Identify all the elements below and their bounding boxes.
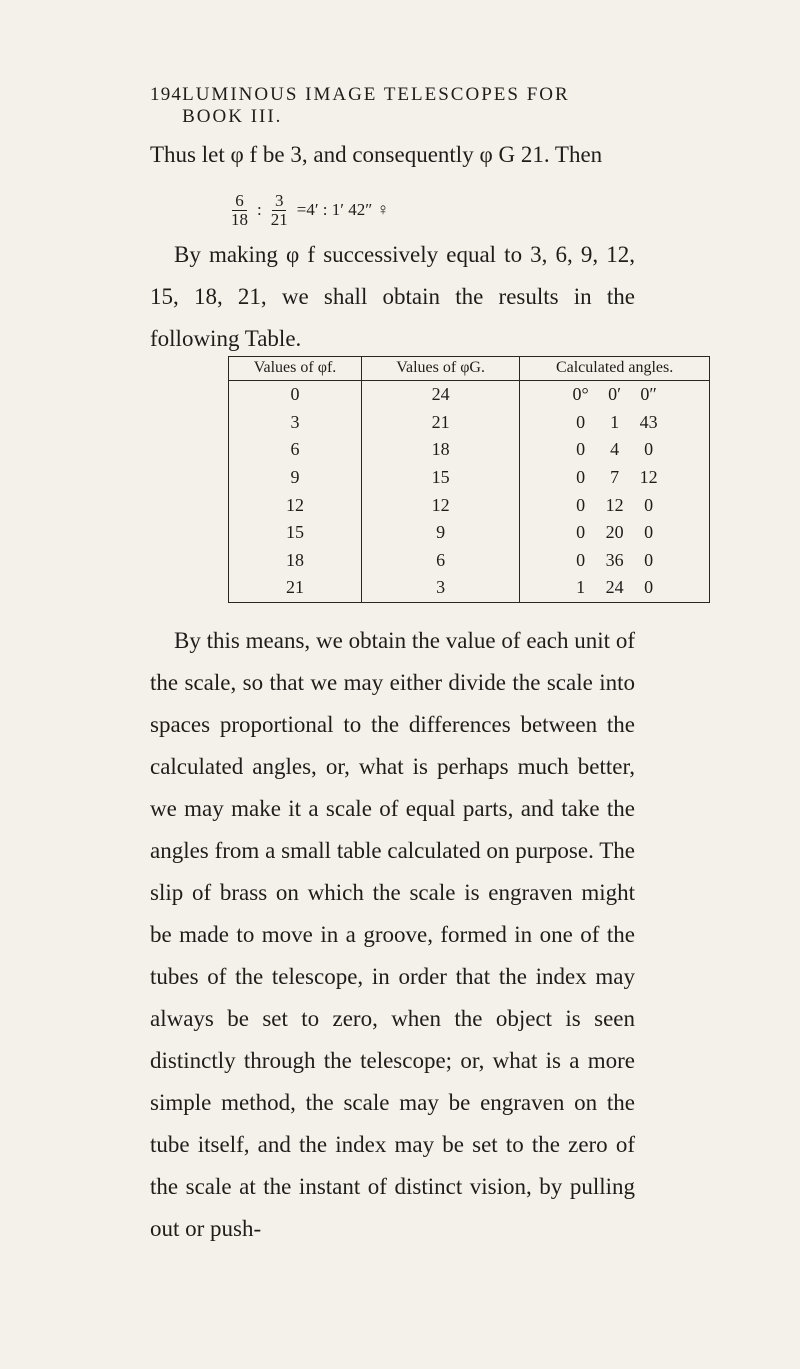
cell-phi-g: 18 — [361, 436, 519, 464]
angle-degrees: 0 — [576, 549, 586, 570]
cell-phi-g: 3 — [361, 574, 519, 602]
angle-parts — [571, 522, 659, 543]
cell-angle — [520, 381, 710, 409]
cell-angle — [520, 491, 710, 519]
fraction-1-denominator: 18 — [231, 209, 248, 229]
angle-degrees: 0 — [576, 439, 586, 460]
table-row — [229, 574, 710, 602]
ratio-formula — [228, 185, 389, 235]
angle-minutes: 12 — [605, 494, 624, 515]
header-values-phi-g: Values of φG. — [361, 357, 519, 381]
angle-parts — [571, 439, 659, 460]
table-body — [229, 381, 710, 603]
angle-minutes: 24 — [605, 577, 624, 598]
cell-angle — [520, 519, 710, 547]
table-row — [229, 464, 710, 492]
cell-phi-f: 21 — [229, 574, 362, 602]
table-header-row — [229, 357, 710, 381]
cell-angle — [520, 574, 710, 602]
table-row — [229, 409, 710, 437]
angle-seconds: 0″ — [640, 384, 657, 405]
cell-phi-g: 12 — [361, 491, 519, 519]
table-row — [229, 436, 710, 464]
angle-parts — [571, 550, 659, 571]
cell-phi-g: 24 — [361, 381, 519, 409]
angle-minutes: 20 — [605, 522, 624, 543]
angle-seconds: 12 — [639, 467, 658, 488]
formula-colon: : — [257, 200, 262, 219]
angle-degrees: 0° — [572, 384, 589, 405]
angle-seconds: 0 — [644, 577, 654, 598]
cell-phi-g: 15 — [361, 464, 519, 492]
angle-minutes: 4 — [610, 439, 620, 460]
cell-phi-f: 9 — [229, 464, 362, 492]
angle-parts — [571, 495, 659, 516]
running-head — [150, 84, 630, 128]
angle-parts — [571, 384, 659, 405]
fraction-1-numerator: 6 — [232, 192, 247, 211]
cell-phi-f: 15 — [229, 519, 362, 547]
angle-parts — [571, 412, 659, 433]
cell-phi-f: 18 — [229, 547, 362, 575]
fraction-2-denominator: 21 — [270, 209, 288, 229]
header-values-phi-f: Values of φf. — [229, 357, 362, 381]
cell-angle — [520, 436, 710, 464]
table-intro-paragraph: By making φ f successively equal to 3, 6, 9, 12, 15, 18, 21, we shall obtain the results in the following Table. — [150, 242, 635, 351]
fraction-2-numerator: 3 — [272, 192, 287, 211]
results-table — [228, 356, 718, 603]
fraction-2 — [268, 192, 291, 229]
intro-paragraph: Thus let φ f be 3, and consequently φ G 21. Then — [150, 142, 603, 167]
angle-degrees: 0 — [576, 467, 586, 488]
angle-degrees: 0 — [576, 494, 586, 515]
cell-phi-f: 0 — [229, 381, 362, 409]
angle-minutes: 0′ — [608, 384, 622, 405]
explanation-paragraph: By this means, we obtain the value of each unit of the scale, so that we may either divide the scale into spaces proportional to the differences between the calculated angles, or, what is perhaps much better, we may make it a scale of equal parts, and take the angles from a small table calculated on purpose. The slip of brass on which the scale is engraven might be made to move in a groove, formed in one of the tubes of the telescope, in order that the index may always be set to zero, when the object is seen distinctly through the telescope; or, what is a more simple method, the scale may be engraven on the tube itself, and the index may be set to the zero of the scale at the instant of distinct vision, by pulling out or push- — [150, 628, 635, 1241]
cell-phi-g: 21 — [361, 409, 519, 437]
cell-angle — [520, 409, 710, 437]
angle-seconds: 43 — [639, 411, 658, 432]
fraction-1 — [228, 192, 251, 229]
formula-result: =4′ : 1′ 42″ ♀ — [296, 200, 390, 219]
angle-degrees: 0 — [576, 522, 586, 543]
running-title: LUMINOUS IMAGE TELESCOPES FOR BOOK III. — [182, 84, 570, 127]
angle-parts — [571, 577, 659, 598]
angle-degrees: 1 — [576, 577, 586, 598]
table-row — [229, 491, 710, 519]
angle-degrees: 0 — [576, 411, 586, 432]
angle-minutes: 7 — [610, 467, 620, 488]
angle-seconds: 0 — [644, 549, 654, 570]
table-row — [229, 547, 710, 575]
cell-angle — [520, 464, 710, 492]
table-row — [229, 519, 710, 547]
cell-phi-f: 6 — [229, 436, 362, 464]
angle-minutes: 36 — [605, 549, 624, 570]
angle-seconds: 0 — [644, 439, 654, 460]
angle-parts — [571, 467, 659, 488]
angle-minutes: 1 — [610, 411, 620, 432]
page-number: 194 — [150, 84, 183, 105]
header-calculated-angles: Calculated angles. — [520, 357, 710, 381]
table-row — [229, 381, 710, 409]
cell-angle — [520, 547, 710, 575]
cell-phi-g: 6 — [361, 547, 519, 575]
cell-phi-g: 9 — [361, 519, 519, 547]
angle-seconds: 0 — [644, 494, 654, 515]
angles-table — [228, 356, 710, 603]
cell-phi-f: 3 — [229, 409, 362, 437]
cell-phi-f: 12 — [229, 491, 362, 519]
angle-seconds: 0 — [644, 522, 654, 543]
